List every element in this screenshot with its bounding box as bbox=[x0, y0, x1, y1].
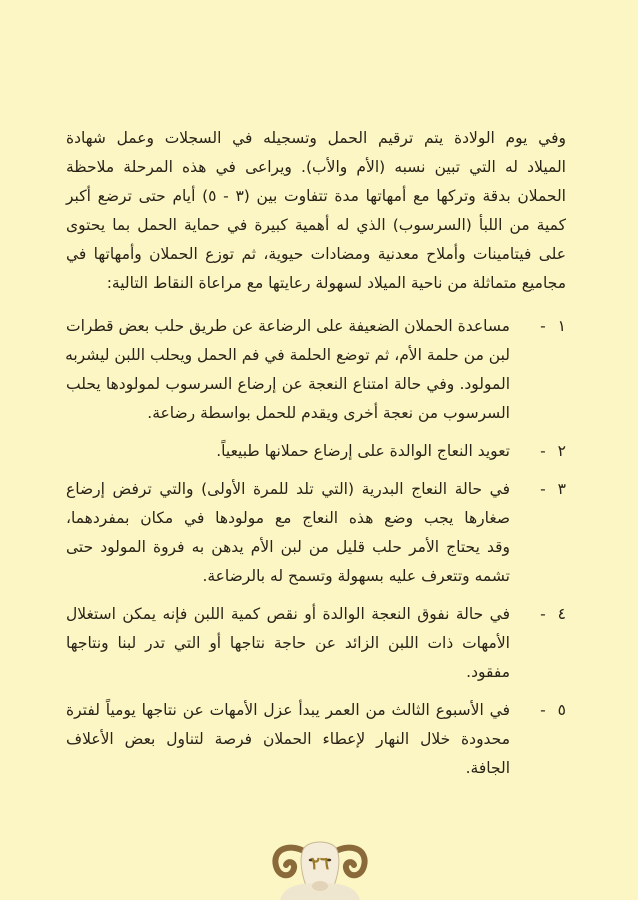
list-item bbox=[66, 475, 566, 591]
intro-line: وفي يوم الولادة يتم ترقيم الحمل وتسجيله في السجلات وعمل شهادة bbox=[66, 129, 566, 147]
page-number: ٢٦ bbox=[310, 854, 330, 874]
intro-line: على فيتامينات وأملاح معدنية ومضادات حيوية، ثم توزع الحملان وأمهاتها في bbox=[66, 245, 566, 263]
item-number: ٤ bbox=[557, 605, 566, 623]
guidelines-list bbox=[66, 312, 566, 783]
intro-line: مجاميع متماثلة من ناحية الميلاد لسهولة رعايتها مع مراعاة النقاط التالية: bbox=[106, 274, 566, 292]
item-dash: - bbox=[540, 480, 546, 498]
item-number: ٥ bbox=[557, 701, 566, 719]
item-line: الجافة. bbox=[465, 759, 510, 777]
item-line: في حالة النعاج البدرية (التي تلد للمرة الأولى) والتي ترفض إرضاع bbox=[66, 480, 510, 498]
item-line: صغارها يجب وضع هذه النعاج مع مولودها في مكان بمفردهما، bbox=[66, 509, 510, 527]
intro-line: الميلاد له التي تبين نسبه (الأم والأب). ويراعى في هذه المرحلة ملاحظة bbox=[66, 158, 566, 176]
item-number: ٣ bbox=[557, 480, 566, 498]
page-number-badge bbox=[270, 834, 370, 900]
intro-line: الحملان بدقة وتركها مع أمهاتها مدة تتفاوت بين (٣ - ٥) أيام حتى ترضع أكبر bbox=[66, 187, 566, 205]
item-number: ١ bbox=[557, 317, 566, 335]
item-dash: - bbox=[540, 442, 546, 460]
item-dash: - bbox=[540, 317, 546, 335]
item-line: في حالة نفوق النعجة الوالدة أو نقص كمية اللبن فإنه يمكن استغلال bbox=[66, 605, 510, 623]
item-dash: - bbox=[540, 701, 546, 719]
item-line: محدودة خلال النهار لإعطاء الحملان فرصة لتناول بعض الأعلاف bbox=[66, 730, 510, 748]
item-dash: - bbox=[540, 605, 546, 623]
list-item bbox=[66, 696, 566, 783]
item-line: وقد يحتاج الأمر حلب قليل من لبن الأم يدهن به فروة المولود حتى bbox=[66, 538, 510, 556]
intro-line: كمية من اللبأ (السرسوب) الذي له أهمية كبيرة في حماية الحمل بما يحتوى bbox=[66, 216, 566, 234]
item-line: مساعدة الحملان الضعيفة على الرضاعة عن طريق حلب بعض قطرات bbox=[66, 317, 510, 335]
item-line: السرسوب من نعجة أخرى ويقدم للحمل بواسطة رضاعة. bbox=[147, 404, 510, 422]
item-line: تعويد النعاج الوالدة على إرضاع حملانها طبيعياً. bbox=[216, 442, 510, 460]
intro-paragraph bbox=[66, 124, 566, 298]
item-line: لبن من حلمة الأم، ثم توضع الحلمة في فم الحمل ويحلب اللبن ليشربه bbox=[65, 346, 510, 364]
list-item bbox=[66, 437, 566, 466]
list-item bbox=[66, 312, 566, 428]
item-line: تشمه وتتعرف عليه بسهولة وتسمح له بالرضاعة. bbox=[202, 567, 510, 585]
item-line: المولود. وفي حالة امتناع النعجة عن إرضاع السرسوب لمولودها يحلب bbox=[66, 375, 510, 393]
list-item bbox=[66, 600, 566, 687]
item-line: مفقود. bbox=[466, 663, 510, 681]
item-line: في الأسبوع الثالث من العمر يبدأ عزل الأمهات عن نتاجها يومياً لفترة bbox=[66, 701, 510, 719]
item-line: الأمهات ذات اللبن الزائد عن حاجة نتاجها أو التي تدر لبنا ونتاجها bbox=[66, 634, 510, 652]
item-number: ٢ bbox=[557, 442, 566, 460]
